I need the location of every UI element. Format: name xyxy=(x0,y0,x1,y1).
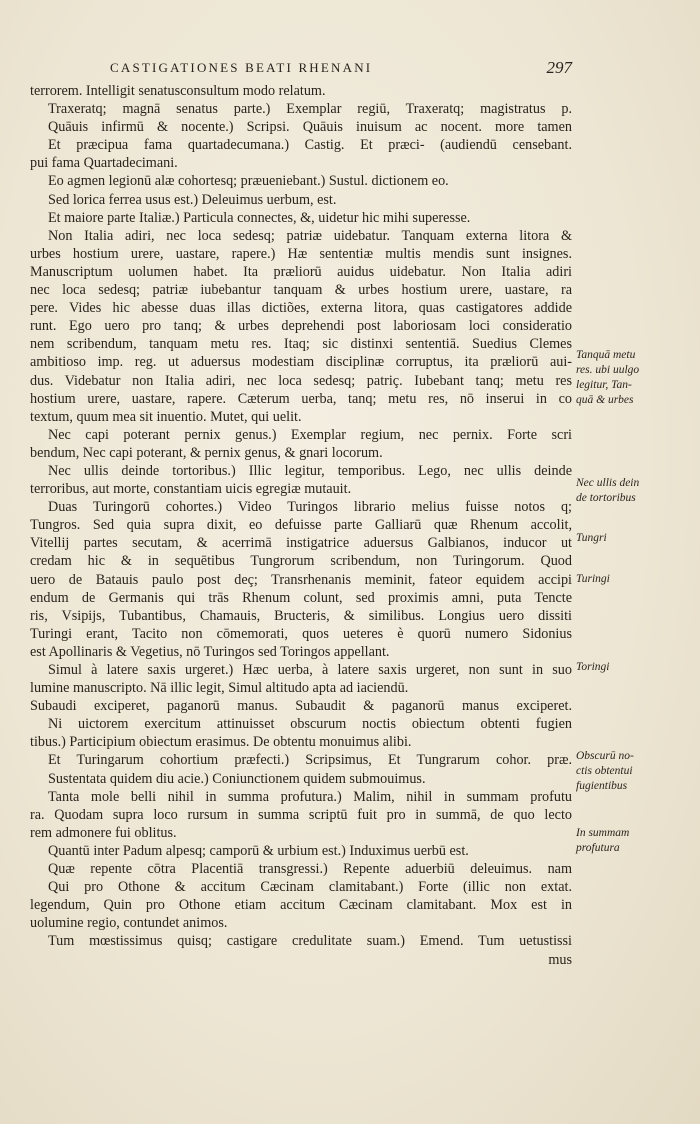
text-line: rem admonere fui oblitus. xyxy=(30,824,177,841)
text-line: Vitellij partes secutam, & acerrimā instigatrice aduersus Galbianos, inducor ut xyxy=(30,535,572,552)
marginal-note xyxy=(576,660,609,675)
text-line: urbes hostium urere, uastare, rapere.) Hæ sententiæ multis mendis sunt insignes. xyxy=(30,245,572,262)
running-head: CASTIGATIONES BEATI RHENANI xyxy=(110,60,373,75)
text-line: tibus.) Participium obiectum erasimus. De obtentu monuimus alibi. xyxy=(30,734,412,751)
marginal-note xyxy=(576,749,634,794)
marginal-note-line: res. ubi uulgo xyxy=(576,364,640,376)
marginal-note-line: fugientibus xyxy=(576,780,628,792)
marginal-note xyxy=(576,476,639,506)
marginal-notes xyxy=(576,0,686,1124)
text-line: nec loca sedesq; patriæ iubebantur tanquam & urbes hostium urere, uastare, ra xyxy=(30,282,572,299)
text-line: nem scribendum, tanquam metu res. Itaq; sic distinxi sententiā. Suedius Clemes xyxy=(30,336,572,353)
text-line: bendum, Nec capi poterant, & pernix genus, & gnari locorum. xyxy=(30,444,383,461)
marginal-note-line: ctis obtentui xyxy=(576,765,633,777)
text-line: Subaudi exciperet, paganorū manus. Subaudit & paganorū manus exciperet. xyxy=(30,698,572,715)
text-line: Sustentata quidem diu acie.) Coniunctionem quidem submouimus. xyxy=(48,770,426,787)
text-line: Nec ullis deinde tortoribus.) Illic legitur, temporibus. Lego, nec ullis deinde xyxy=(48,462,572,479)
text-line: Nec capi poterant pernix genus.) Exemplar regium, nec pernix. Forte scri xyxy=(48,426,572,443)
text-line: runt. Ego uero pro tanq; & urbes deprehendi post laboriosam loci consideratio xyxy=(30,318,572,335)
text-line: Sed lorica ferrea usus est.) Deleuimus uerbum, est. xyxy=(48,191,337,208)
text-line: terroribus, aut morte, constantiam uicis egregiæ mutauit. xyxy=(30,481,352,498)
page-header xyxy=(110,60,572,82)
text-line: est Apollinaris & Vegetius, nō Turingos sed Toringos appellant. xyxy=(30,643,390,660)
text-line: mus xyxy=(548,951,572,968)
text-line: Qui pro Othone & accitum Cæcinam clamitabant.) Forte (illic non extat. xyxy=(48,879,572,896)
marginal-note xyxy=(576,572,610,587)
text-line: dus. Videbatur non Italia adiri, nec loca sedesq; patriç. Iubebant tanq; metu res xyxy=(30,372,572,389)
marginal-note-line: profutura xyxy=(576,842,620,854)
marginal-note-line: Turingi xyxy=(576,573,610,585)
text-line: Tungros. Sed quia supra dixit, eo defuisse parte Galliarū quæ Rhenum accolit, xyxy=(30,517,572,534)
text-line: pui fama Quartadecimani. xyxy=(30,155,178,172)
text-line: Simul à latere saxis urgeret.) Hæc uerba, à latere saxis urgeret, non sunt in suo xyxy=(48,662,572,678)
text-line: lumine manuscripto. Nā illic legit, Simul altitudo apta ad iaciendū. xyxy=(30,680,409,697)
marginal-note-line: In summam xyxy=(576,827,630,839)
text-line: uolumine regio, contundet animos. xyxy=(30,915,228,932)
marginal-note-line: Tungri xyxy=(576,532,607,544)
text-line: Eo agmen legionū alæ cohortesq; præueniebant.) Sustul. dictionem eo. xyxy=(48,173,449,190)
text-line: Quæ repente cōtra Placentiā transgressi.) Repente aduerbiū deleuimus. nam xyxy=(48,861,572,878)
page-number: 297 xyxy=(546,58,572,77)
text-line: pere. Vides hic abesse duas illas dictiões, externa litora, quas castigatores addide xyxy=(30,300,572,317)
text-line: credam hic & in sequētibus Tungrorum scribendum, non Turingorum. Quod xyxy=(30,553,572,570)
marginal-note-line: de tortoribus xyxy=(576,492,636,504)
text-line: Manuscriptum uolumen habet. Ita præliorū auidus uidebatur. Non Italia adiri xyxy=(30,263,572,280)
marginal-note-line: Toringi xyxy=(576,661,610,673)
text-line: endum de Germanis qui trās Rhenum colunt, sed proximis amni, puta Tencte xyxy=(30,589,572,606)
text-line: Turingi erant, Tacito non cōmemorati, quos ueteres è quorū numero Sidonius xyxy=(30,625,572,642)
main-text-block xyxy=(30,82,572,969)
text-line: terrorem. Intelligit senatusconsultum modo relatum. xyxy=(30,83,326,99)
marginal-note xyxy=(576,348,639,408)
text-line: Et præcipua fama quartadecumana.) Castig. Et præci- (audiendū censebant. xyxy=(48,137,572,154)
text-line: Quāuis infirmū & nocente.) Scripsi. Quāuis inuisum ac nocent. more tamen xyxy=(48,119,572,136)
text-line: uero de Batauis paulo post deç; Transrhenanis meminit, fateor equidem accipi xyxy=(30,571,572,588)
text-line: Tanta mole belli nihil in summa profutura.) Malim, nihil in summam profutu xyxy=(48,788,572,805)
text-line: ambitioso imp. reg. ut aduersus modestiam disciplinæ corruptus, ita præliorū aui- xyxy=(30,354,572,371)
text-line: Duas Turingorū cohortes.) Video Turingos librario melius fuisse notos q; xyxy=(48,499,572,516)
text-line: Et maiore parte Italiæ.) Particula connectes, &, uidetur hic mihi superesse. xyxy=(48,209,471,226)
text-line: Et Turingarum cohortium præfecti.) Scripsimus, Et Tungrarum cohor. præ. xyxy=(48,752,572,769)
text-line: Ni uictorem exercitum attinuisset obscurum noctis obiectum obtenti fugien xyxy=(48,716,572,733)
marginal-note-line: quā & urbes xyxy=(576,394,634,406)
marginal-note-line: Nec ullis dein xyxy=(576,477,640,489)
text-line: ris, Vsipijs, Tubantibus, Chamauis, Bructeris, & similibus. Longius uero dissiti xyxy=(30,607,572,624)
marginal-note-line: legitur, Tan- xyxy=(576,379,632,391)
text-line: hostium urere, uastare, rapere. Cæterum uerba, tanq; metu res, nō inserui in co xyxy=(30,390,572,407)
text-line: Quantū inter Padum alpesq; camporū & urbium est.) Induximus uerbū est. xyxy=(48,842,469,859)
text-line: Non Italia adiri, nec loca sedesq; patriæ uidebatur. Tanquam externa litora & xyxy=(48,227,572,244)
marginal-note xyxy=(576,826,629,856)
marginal-note-line: Obscurū no- xyxy=(576,750,634,762)
text-line: legendum, Quin pro Othone etiam accitum Cæcinam clamitabant. Mox est in xyxy=(30,897,572,914)
text-line: Traxeratq; magnā senatus parte.) Exemplar regiū, Traxeratq; magistratus p. xyxy=(48,101,572,118)
text-line: ra. Quodam supra loco rursum in summa scriptū fuit pro in summā, de quo lecto xyxy=(30,806,572,823)
text-line: textum, quum mea sit inuentio. Mutet, qui uelit. xyxy=(30,408,302,425)
marginal-note-line: Tanquā metu xyxy=(576,349,636,361)
text-line: Tum mœstissimus quisq; castigare credulitate suam.) Emend. Tum uetustissi xyxy=(48,933,572,950)
marginal-note xyxy=(576,531,607,546)
